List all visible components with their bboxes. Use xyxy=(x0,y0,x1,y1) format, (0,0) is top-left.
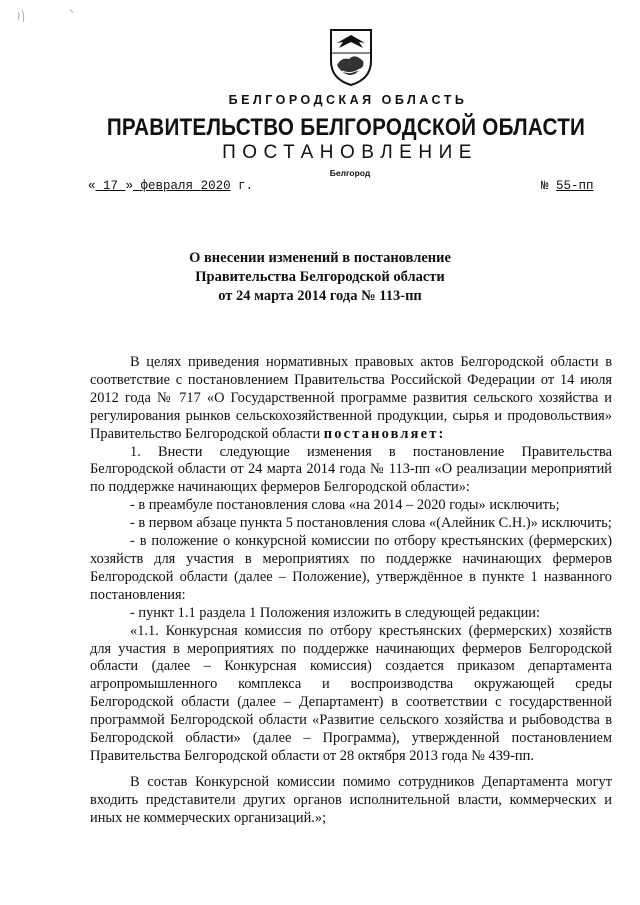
city-name: Белгород xyxy=(329,168,371,178)
paragraph-new-text: «1.1. Конкурсная комиссия по отбору крестьянских (фермерских) хозяйств для участия в мероприятиях по поддержке начинающих фермеров Белгородской области (далее – Конкурсная комиссия) создается приказом департамента агропромышленного комплекса и воспроизводства окружающей среды Белгородской области (далее – Департамент) в соответствии с государственной программой Белгородской области «Развитие сельского хозяйства и рыбоводства в Белгородской области» (далее – Программа), утвержденной постановлением Правительства Белгородской области от 28 октября 2013 года № 439-пп. xyxy=(90,622,612,764)
date-close-quote: » xyxy=(125,179,134,193)
number-value: 55-пп xyxy=(556,179,594,193)
title-line: О внесении изменений в постановление xyxy=(189,250,451,266)
date-year-prefix: 20 xyxy=(200,179,216,193)
title-line: от 24 марта 2014 года № 113-пп xyxy=(218,288,422,304)
resolves-keyword: постановляет: xyxy=(323,425,446,442)
paragraph-amendment: - в первом абзаце пункта 5 постановления слова «(Алейник С.Н.)» исключить; xyxy=(130,515,612,532)
government-name: ПРАВИТЕЛЬСТВО БЕЛГОРОДСКОЙ ОБЛАСТИ xyxy=(106,114,586,141)
document-body xyxy=(90,354,612,828)
date-year-suffix: 20 xyxy=(215,179,231,193)
paragraph-new-text: В состав Конкурсной комиссии помимо сотрудников Департамента могут входить представители других органов исполнительной власти, коммерческих и иных не коммерческих организаций.»; xyxy=(90,773,612,826)
date-open-quote: « xyxy=(88,179,96,193)
date-day: 17 xyxy=(95,179,126,193)
paragraph-item-1: 1. Внести следующие изменения в постановление Правительства Белгородской области от 24 марта 2014 года № 113-пп «О реализации мероприятий по поддержке начинающих фермеров Белгородской области»: xyxy=(90,443,612,496)
belgorod-coat-of-arms-icon xyxy=(328,27,374,87)
margin-scribble-icon xyxy=(12,6,82,28)
preamble-text: В целях приведения нормативных правовых актов Белгородской области в соответствие с постановлением Правительства Российской Федерации от 14 июля 2012 года № 717 «О Государственной программе развития сельского хозяйства и регулирования рынков сельскохозяйственной продукции, сырья и продовольствия» Правительство Белгородской области xyxy=(90,354,612,442)
paragraph-amendment: - в положение о конкурсной комиссии по отбору крестьянских (фермерских) хозяйств для участия в мероприятиях по поддержке начинающих фермеров Белгородской области (далее – Положение), утверждённое в пункте 1 названного постановления: xyxy=(90,533,612,603)
number-label: № xyxy=(541,179,557,193)
date-month: февраля xyxy=(133,179,201,193)
decree-number xyxy=(541,179,594,193)
date-year-unit: г. xyxy=(230,179,254,193)
paragraph-preamble xyxy=(90,354,612,444)
document-title xyxy=(0,249,640,306)
paragraph-amendment: - пункт 1.1 раздела 1 Положения изложить в следующей редакции: xyxy=(130,604,540,621)
paragraph-amendment: - в преамбуле постановления слова «на 2014 – 2020 годы» исключить; xyxy=(130,497,560,514)
document-type: ПОСТАНОВЛЕНИЕ xyxy=(222,142,478,163)
decree-date xyxy=(88,179,253,193)
title-line: Правительства Белгородской области xyxy=(195,269,445,285)
region-name: БЕЛГОРОДСКАЯ ОБЛАСТЬ xyxy=(228,93,468,107)
